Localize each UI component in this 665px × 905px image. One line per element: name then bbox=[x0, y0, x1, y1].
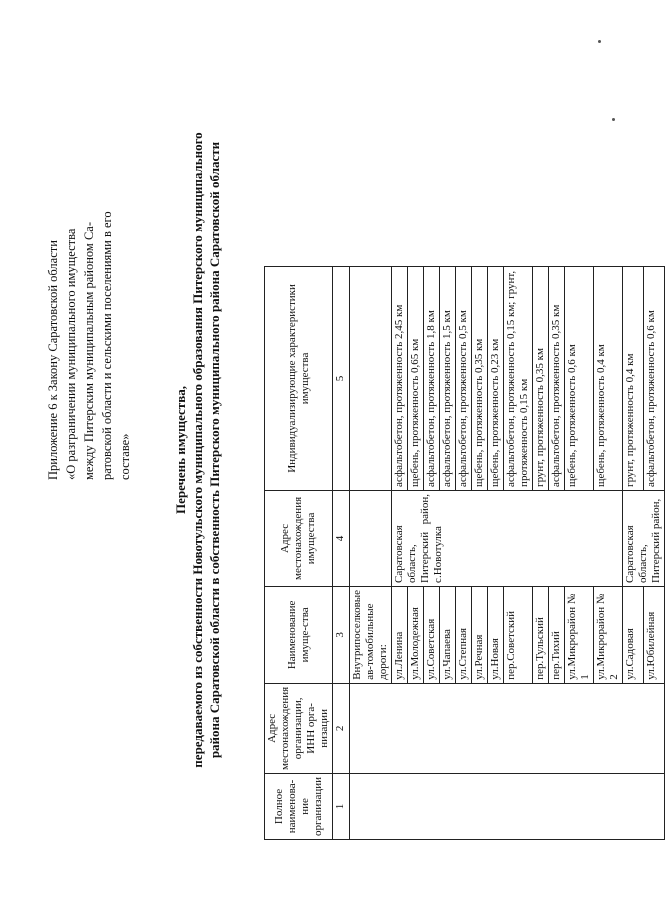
item-characteristics: асфальтобетон, протяженность 1,8 км bbox=[424, 266, 440, 490]
appendix-note bbox=[44, 90, 134, 480]
item-name: ул.Чапаева bbox=[440, 586, 456, 683]
item-characteristics: асфальтобетон, протяженность 0,35 км bbox=[549, 266, 565, 490]
column-number: 2 bbox=[333, 683, 350, 773]
header-item-name: Наименование имуще-ства bbox=[265, 586, 333, 683]
item-name: ул.Речная bbox=[472, 586, 488, 683]
item-name: ул.Микрорайон № 1 bbox=[565, 586, 594, 683]
document-page bbox=[22, 20, 662, 880]
item-characteristics: щебень, протяженность 0,6 км bbox=[565, 266, 594, 490]
title-line: Перечень имущества, bbox=[173, 386, 188, 514]
item-characteristics: щебень, протяженность 0,4 км bbox=[594, 266, 623, 490]
appendix-line: ратовской области и сельскими поселениями в его bbox=[100, 211, 114, 480]
header-org-name: Полное наименова-ние организации bbox=[265, 773, 333, 839]
item-name: пер.Тихий bbox=[549, 586, 565, 683]
appendix-line: между Питерским муниципальным районом Са- bbox=[82, 221, 96, 480]
header-item-location: Адрес местонахождения имущества bbox=[265, 490, 333, 586]
item-name: ул.Советская bbox=[424, 586, 440, 683]
document-title bbox=[172, 20, 223, 880]
appendix-line: «О разграничении муниципального имущества bbox=[64, 228, 78, 480]
column-number: 1 bbox=[333, 773, 350, 839]
scan-speck bbox=[598, 40, 601, 43]
item-characteristics: грунт, протяженность 0,4 км bbox=[623, 266, 644, 490]
item-name: ул.Ленина bbox=[392, 586, 408, 683]
appendix-line: составе» bbox=[118, 433, 132, 480]
scan-speck bbox=[612, 118, 615, 121]
title-line: района Саратовской области в собственность Питерского муниципального района Саратовской области bbox=[207, 141, 222, 759]
group-location-cell bbox=[350, 490, 392, 586]
group-row bbox=[350, 266, 392, 839]
item-name: ул.Юбилейная bbox=[644, 586, 665, 683]
column-number-row bbox=[333, 266, 350, 839]
header-org-address: Адрес местонахождения организации, ИНН орга-низации bbox=[265, 683, 333, 773]
column-number: 4 bbox=[333, 490, 350, 586]
column-number: 5 bbox=[333, 266, 350, 490]
item-location: Саратовская область, Питерский район, bbox=[623, 490, 665, 586]
item-name: ул.Садовая bbox=[623, 586, 644, 683]
item-name: ул.Микрорайон № 2 bbox=[594, 586, 623, 683]
title-line: передаваемого из собственности Новотульского муниципального образования Питерского муниципального bbox=[190, 132, 205, 768]
item-name: ул.Степная bbox=[456, 586, 472, 683]
header-item-characteristics: Индивидуализирующие характеристики имущества bbox=[265, 266, 333, 490]
group-characteristics-cell bbox=[350, 266, 392, 490]
column-number: 3 bbox=[333, 586, 350, 683]
item-characteristics: асфальтобетон, протяженность 2,45 км bbox=[392, 266, 408, 490]
property-table bbox=[264, 266, 665, 840]
header-row bbox=[265, 266, 333, 839]
item-characteristics: щебень, протяженность 0,35 км bbox=[472, 266, 488, 490]
group-label: Внутрипоселковые ав-томобильные дороги: bbox=[350, 586, 392, 683]
item-characteristics: асфальтобетон, протяженность 0,6 км bbox=[644, 266, 665, 490]
item-name: пер.Советский bbox=[504, 586, 533, 683]
item-characteristics: щебень, протяженность 0,23 км bbox=[488, 266, 504, 490]
item-name: пер.Тульский bbox=[533, 586, 549, 683]
org-name-cell bbox=[350, 773, 665, 839]
item-characteristics: грунт, протяженность 0,35 км bbox=[533, 266, 549, 490]
item-characteristics: асфальтобетон, протяженность 0,5 км bbox=[456, 266, 472, 490]
item-name: ул.Новая bbox=[488, 586, 504, 683]
item-characteristics: щебень, протяженность 0,65 км bbox=[408, 266, 424, 490]
org-address-cell bbox=[350, 683, 665, 773]
item-characteristics: асфальтобетон, протяженность 0,15 км; грунт, протяженность 0,15 км bbox=[504, 266, 533, 490]
table-body bbox=[350, 266, 665, 839]
item-name: ул.Молодежная bbox=[408, 586, 424, 683]
item-location: Саратовская область, Питерский район, с.Новотулка bbox=[392, 490, 623, 586]
appendix-line: Приложение 6 к Закону Саратовской области bbox=[46, 240, 60, 480]
item-characteristics: асфальтобетон, протяженность 1,5 км bbox=[440, 266, 456, 490]
